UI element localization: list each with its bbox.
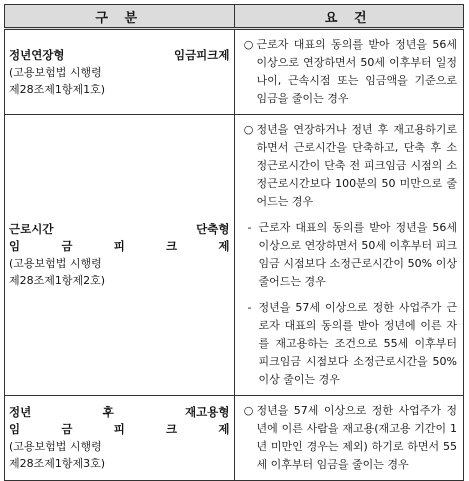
table-row bbox=[5, 29, 464, 115]
bullet-marker: ○ bbox=[243, 123, 254, 136]
header-requirement: 요 건 bbox=[234, 5, 464, 29]
list-item bbox=[241, 219, 458, 291]
category-law: (고용보험법 시행령 bbox=[9, 65, 102, 79]
header-category: 구 분 bbox=[5, 5, 235, 29]
category-law: 제28조제1항제1호) bbox=[9, 82, 106, 96]
category-law: (고용보험법 시행령 bbox=[9, 257, 102, 270]
dash-marker: - bbox=[247, 221, 252, 234]
category-law: 제28조제1항제3호) bbox=[9, 457, 106, 470]
category-name: 임 금 피 크 제 bbox=[9, 422, 230, 436]
list-item bbox=[241, 402, 458, 474]
category-name: 정년연장형 임금피크제 bbox=[9, 47, 230, 62]
list-item-text: 근로자 대표의 동의를 받아 정년을 56세 이상으로 연장하면서 50세 이후부터 일정나이, 근속시점 또는 임금액을 기준으로 임금을 줄이는 경우 bbox=[256, 38, 457, 105]
list-item bbox=[241, 121, 458, 211]
requirement-cell bbox=[234, 29, 464, 115]
requirement-cell bbox=[234, 115, 464, 396]
list-item-text: 정년을 57세 이상으로 정한 사업주가 정년에 이른 사람을 재고용(재고용 기간이 1년 미만인 경우는 제외) 하기로 하면서 55세 이후부터 임금을 줄이는 경우 bbox=[256, 404, 457, 471]
list-item-text: 정년을 57세 이상으로 정한 사업주가 근로자 대표의 동의를 받아 정년에 이른 자를 재고용하는 조건으로 55세 이후부터 피크임금 시점보다 소정근로시간을 50% 이상 줄이는 경우 bbox=[258, 301, 457, 386]
list-item bbox=[241, 299, 458, 389]
category-name: 임 금 피 크 제 bbox=[9, 239, 230, 253]
requirements-table bbox=[4, 4, 464, 481]
list-item-text: 근로자 대표의 동의를 받아 정년을 56세 이상으로 연장하면서 50세 이후부터 피크임금 시점보다 소정근로시간이 50% 이상 줄어드는 경우 bbox=[258, 221, 457, 288]
bullet-marker: ○ bbox=[243, 38, 254, 51]
dash-marker: - bbox=[247, 301, 252, 314]
list-item-text: 정년을 연장하거나 정년 후 재고용하기로 하면서 근로시간을 단축하고, 단축 후 소정근로시간이 단축 전 피크임금 시점의 소정근로시간보다 100분의 50 미만으로 줄어드는 경우 bbox=[256, 123, 457, 208]
bullet-marker: ○ bbox=[243, 404, 254, 417]
table-row bbox=[5, 396, 464, 481]
category-cell bbox=[5, 29, 235, 115]
requirement-cell bbox=[234, 396, 464, 481]
table-header-row bbox=[5, 5, 464, 29]
list-item bbox=[241, 36, 458, 108]
category-law: 제28조제1항제2호) bbox=[9, 274, 106, 287]
category-name: 근로시간 단축형 bbox=[9, 222, 230, 236]
category-cell bbox=[5, 115, 235, 396]
category-name: 정년 후 재고용형 bbox=[9, 405, 230, 419]
category-cell bbox=[5, 396, 235, 481]
table-row bbox=[5, 115, 464, 396]
category-law: (고용보험법 시행령 bbox=[9, 440, 102, 453]
